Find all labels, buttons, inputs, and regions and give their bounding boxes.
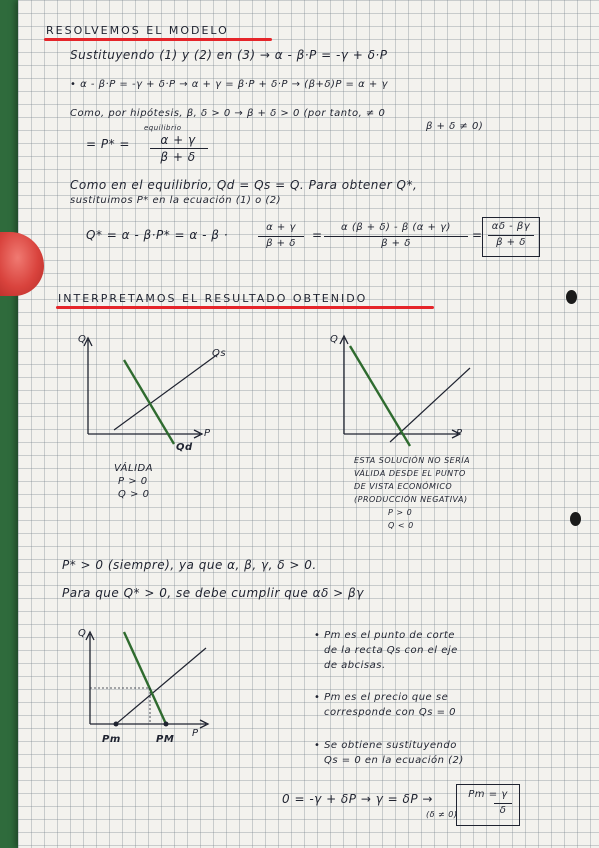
- graph2-xlabel: P: [456, 428, 463, 439]
- section-title-interpretamos: INTERPRETAMOS EL RESULTADO OBTENIDO: [58, 292, 368, 305]
- graph2-caption-6: Q < 0: [388, 521, 414, 530]
- text-line-3b: β + δ ≠ 0): [426, 121, 484, 132]
- graph2-caption-2: VÁLIDA DESDE EL PUNTO: [354, 469, 466, 478]
- final-result-numerator: Pm = γ: [468, 789, 508, 800]
- qeq-equals-2: =: [472, 228, 483, 242]
- demand-line: [124, 632, 166, 724]
- qeq-result-bar: [488, 235, 534, 236]
- qeq-f2-numerator: α (β + δ) - β (α + γ): [341, 222, 451, 233]
- graph3-PM-label: PM: [156, 734, 175, 745]
- text-line-4b: sustituimos P* en la ecuación (1) o (2): [70, 195, 282, 206]
- graph2-caption-5: P > 0: [388, 508, 413, 517]
- text-line-2: • α - β·P = -γ + δ·P → α + γ = β·P + δ·P → (β+δ)P = α + γ: [70, 79, 388, 90]
- bullet2-line2: corresponde con Qs = 0: [324, 707, 456, 718]
- graph2-caption-1: ESTA SOLUCIÓN NO SERÍA: [354, 456, 471, 465]
- qeq-f2-bar: [324, 236, 468, 237]
- qeq-f1-denominator: β + δ: [266, 238, 296, 249]
- qeq-result-numerator: αδ - βγ: [491, 221, 531, 232]
- graph1-ylabel: Q: [78, 334, 87, 345]
- graph2-caption-4: (PRODUCCIÓN NEGATIVA): [354, 495, 468, 504]
- PM-point: [164, 722, 169, 727]
- bullet2-line1: • Pm es el precio que se: [314, 692, 449, 703]
- bullet1-line1: • Pm es el punto de corte: [314, 630, 455, 641]
- qeq-result-denominator: β + δ: [496, 237, 526, 248]
- peq-numerator: α + γ: [160, 133, 196, 147]
- qeq-equals: =: [312, 228, 323, 242]
- final-note: (δ ≠ 0): [426, 810, 458, 819]
- peq-denominator: β + δ: [160, 150, 196, 164]
- notebook-page: [18, 0, 599, 848]
- graph1-caption-1: VÁLIDA: [114, 463, 154, 474]
- final-result-denominator: δ: [499, 805, 507, 816]
- graph2-ylabel: Q: [330, 334, 339, 345]
- text-line-3a: Como, por hipótesis, β, δ > 0 → β + δ > 0 (por tanto, ≠ 0: [70, 108, 386, 119]
- section-title-resolvemos: RESOLVEMOS EL MODELO: [46, 24, 229, 37]
- qeq-f1-numerator: α + γ: [266, 222, 296, 233]
- graph1-xlabel: P: [204, 428, 211, 439]
- final-result-bar: [494, 803, 512, 804]
- graph1-caption-3: Q > 0: [118, 489, 150, 500]
- bullet1-line3: de abcisas.: [324, 660, 386, 671]
- text-line-5: P* > 0 (siempre), ya que α, β, γ, δ > 0.: [62, 558, 317, 572]
- graph-invalid: [324, 330, 474, 440]
- peq-fraction-bar: [150, 148, 208, 149]
- title-underline-2: [56, 306, 434, 309]
- qeq-lhs: Q* = α - β·P* = α - β ·: [86, 228, 229, 242]
- punch-hole-top: [566, 290, 577, 304]
- text-line-1: Sustituyendo (1) y (2) en (3) → α - β·P = -γ + δ·P: [70, 48, 388, 62]
- graph3-pm-label: Pm: [102, 734, 121, 745]
- final-equation: 0 = -γ + δP → γ = δP →: [282, 792, 433, 806]
- text-line-4a: Como en el equilibrio, Qd = Qs = Q. Para obtener Q*,: [70, 178, 418, 192]
- punch-hole-bottom: [570, 512, 581, 526]
- peq-lhs: = P* =: [86, 137, 130, 151]
- peq-label: equilibrio: [144, 124, 182, 132]
- text-line-6: Para que Q* > 0, se debe cumplir que αδ > βγ: [62, 586, 364, 600]
- graph-valid: [68, 332, 208, 442]
- graph1-qd-label: Qd: [176, 442, 193, 453]
- demand-line: [124, 360, 174, 444]
- bullet3-line2: Qs = 0 en la ecuación (2): [324, 755, 464, 766]
- graph-pm: [70, 626, 210, 736]
- title-underline: [44, 38, 272, 41]
- graph3-ylabel: Q: [78, 628, 87, 639]
- graph3-xlabel: P: [192, 728, 199, 739]
- bullet3-line1: • Se obtiene sustituyendo: [314, 740, 457, 751]
- supply-line: [114, 354, 218, 430]
- graph1-caption-2: P > 0: [118, 476, 148, 487]
- demand-line: [350, 346, 410, 446]
- qeq-f1-bar: [258, 236, 304, 237]
- graph1-qs-label: Qs: [212, 348, 227, 359]
- qeq-f2-denominator: β + δ: [381, 238, 411, 249]
- bullet1-line2: de la recta Qs con el eje: [324, 645, 458, 656]
- pm-point: [114, 722, 119, 727]
- graph2-caption-3: DE VISTA ECONÓMICO: [354, 482, 453, 491]
